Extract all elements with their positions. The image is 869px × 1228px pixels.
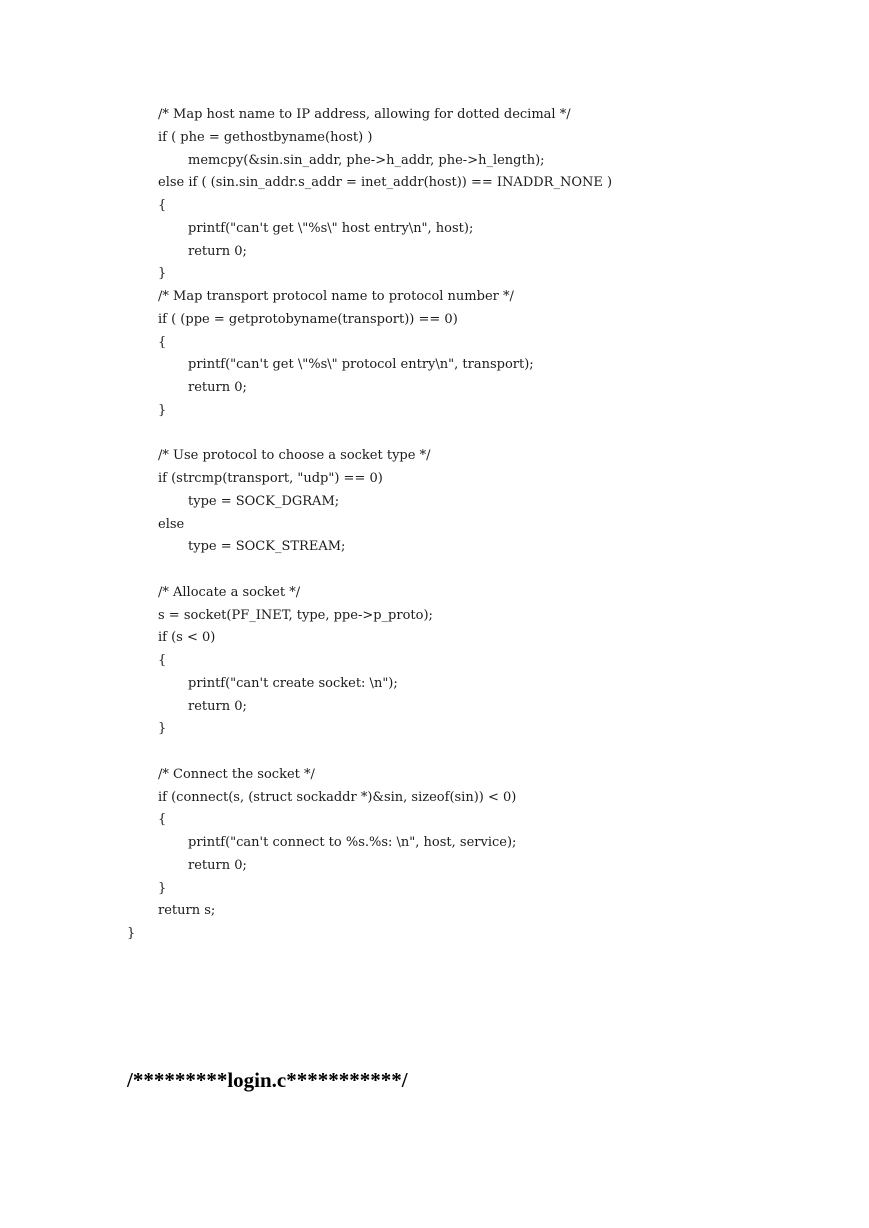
code-line: return 0; [188, 698, 247, 714]
code-line: return 0; [188, 857, 247, 873]
code-line: memcpy(&sin.sin_addr, phe->h_addr, phe->h_length); [188, 152, 545, 168]
code-line: if (connect(s, (struct sockaddr *)&sin, sizeof(sin)) < 0) [158, 789, 517, 805]
code-line: type = SOCK_STREAM; [188, 539, 346, 555]
code-line: printf("can't get \"%s\" protocol entry\n", transport); [188, 357, 534, 373]
code-line [127, 559, 612, 582]
code-line: { [158, 334, 167, 350]
code-line: } [158, 880, 167, 896]
code-line: return s; [158, 903, 216, 919]
code-line: /* Use protocol to choose a socket type */ [158, 448, 431, 464]
code-line: } [158, 721, 167, 737]
code-line: else [158, 516, 185, 532]
code-line: { [158, 812, 167, 828]
code-line: } [127, 926, 136, 941]
code-line: /* Map host name to IP address, allowing for dotted decimal */ [158, 107, 571, 122]
code-line: return 0; [188, 380, 247, 395]
code-line: if (s < 0) [158, 630, 216, 646]
code-line: if ( (ppe = getprotobyname(transport)) == 0) [158, 311, 458, 327]
code-line: else if ( (sin.sin_addr.s_addr = inet_addr(host)) == INADDR_NONE ) [158, 175, 613, 191]
code-line: } [158, 402, 167, 418]
code-line: printf("can't connect to %s.%s: \n", host, service); [188, 835, 517, 850]
code-line: { [158, 653, 167, 668]
code-line [127, 423, 612, 446]
code-line [127, 741, 612, 764]
code-line: if ( phe = gethostbyname(host) ) [158, 129, 373, 145]
code-line: /* Connect the socket */ [158, 766, 315, 782]
code-line: if (strcmp(transport, "udp") == 0) [158, 471, 383, 486]
code-line: /* Allocate a socket */ [158, 584, 301, 600]
code-block [127, 104, 612, 946]
code-line: printf("can't get \"%s\" host entry\n", host); [188, 220, 474, 236]
code-line: { [158, 198, 167, 213]
code-line: return 0; [188, 243, 247, 259]
code-line: type = SOCK_DGRAM; [188, 493, 340, 509]
code-line: printf("can't create socket: \n"); [188, 675, 398, 691]
code-line: } [158, 266, 167, 282]
code-line: s = socket(PF_INET, type, ppe->p_proto); [158, 607, 433, 623]
code-line: /* Map transport protocol name to protocol number */ [158, 289, 514, 304]
section-heading: /*********login.c***********/ [127, 1068, 408, 1092]
